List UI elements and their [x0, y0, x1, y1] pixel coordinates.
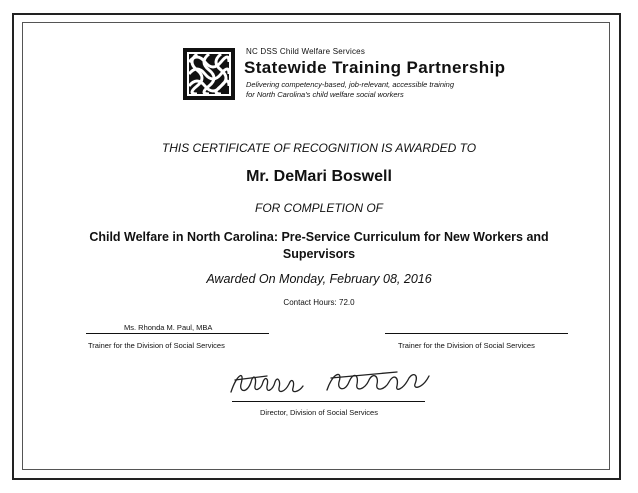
left-signer-name: Ms. Rhonda M. Paul, MBA: [124, 323, 213, 332]
contact-hours: Contact Hours: 72.0: [283, 298, 355, 307]
completion-line: FOR COMPLETION OF: [254, 201, 383, 215]
celtic-knot-logo-icon: [183, 48, 235, 100]
left-signer-title: Trainer for the Division of Social Services: [88, 341, 225, 350]
org-title: Statewide Training Partnership: [244, 58, 506, 77]
awarded-to-line: THIS CERTIFICATE OF RECOGNITION IS AWARDED TO: [161, 141, 477, 155]
org-division-name: NC DSS Child Welfare Services: [246, 47, 366, 56]
course-title: Child Welfare in North Carolina: Pre-Service Curriculum for New Workers and Supervisors: [89, 230, 549, 261]
left-signature-line: [86, 333, 269, 334]
award-date: Awarded On Monday, February 08, 2016: [206, 272, 432, 286]
org-tagline-2: for North Carolina's child welfare social workers: [246, 90, 404, 99]
right-signer-title: Trainer for the Division of Social Services: [398, 341, 535, 350]
org-tagline-1: Delivering competency-based, job-relevant, accessible training: [246, 80, 455, 89]
director-title: Director, Division of Social Services: [260, 408, 378, 417]
right-signature-line: [385, 333, 568, 334]
director-signature-line: [232, 401, 425, 402]
director-handwritten-signature: [227, 364, 437, 400]
recipient-name: Mr. DeMari Boswell: [246, 168, 392, 185]
